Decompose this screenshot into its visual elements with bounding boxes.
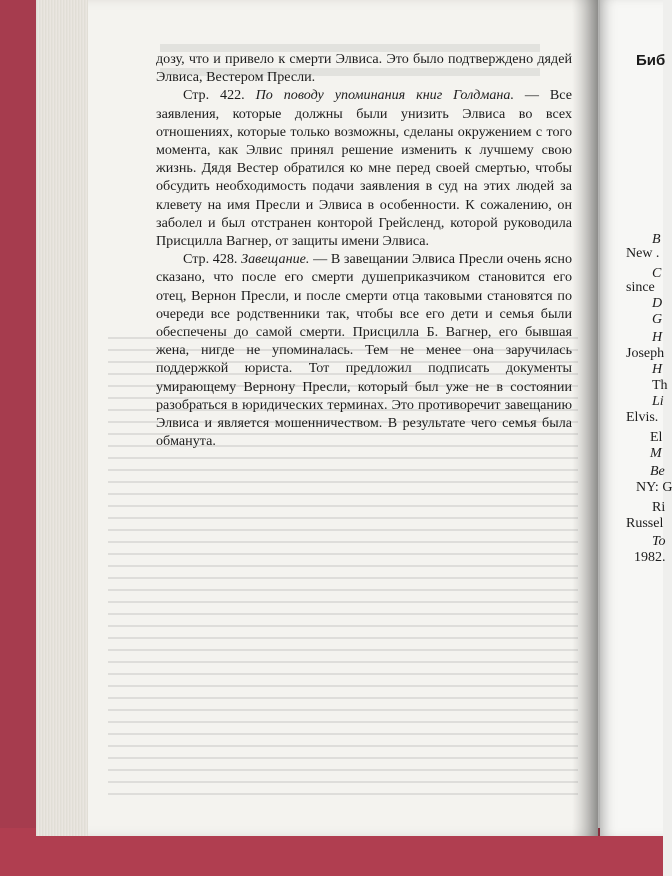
bibliography-fragment: Russel bbox=[626, 516, 664, 531]
bibliography-fragment: B bbox=[652, 232, 661, 247]
bibliography-fragment: Joseph bbox=[626, 346, 665, 361]
paragraph-1-text: дозу, что и привело к смерти Элвиса. Это было подтверждено дядей Элвиса, Вестером Пресли. bbox=[156, 51, 572, 86]
bibliography-fragment: To bbox=[652, 534, 666, 549]
bibliography-fragment: M bbox=[650, 446, 662, 461]
paragraph-3-heading: Завещание. bbox=[241, 251, 310, 268]
bibliography-fragment: Th bbox=[652, 378, 668, 393]
paragraph-3-text: — В завещании Элвиса Пресли очень ясно сказано, что после его смерти душеприказчиком становится его отец, Вернон Пресли, и после смерти отца таковыми становятся по очереди все родственники так, чтобы все его дети и семья были обеспечены до самой смерти. Присцилла Б. Вагнер, его бывшая жена, нигде не упоминалась. Тем не менее она заручилась поддержкой юриста. Тот предложил подписать документы умирающему Вернону Пресли, который был уже не в состоянии разобраться в юридических терминах. Это противоречит завещанию Элвиса и является мошенничеством. В результате чего семья была обманута. bbox=[156, 251, 573, 450]
paragraph-2-heading: По поводу упоминания книг Голдмана. bbox=[255, 87, 514, 104]
bibliography-fragment: H bbox=[652, 362, 663, 377]
bibliography-fragment: NY: G bbox=[636, 480, 672, 495]
bibliography-fragment: Elvis. bbox=[626, 410, 659, 425]
bibliography-fragment: H bbox=[652, 330, 663, 345]
bibliography-fragment: C bbox=[652, 266, 662, 281]
bibliography-fragment: 1982. bbox=[634, 550, 666, 565]
paragraph-2-text: — Все заявления, которые должны были унизить Элвиса во всех отношениях, которые только возможны, сделаны окружением с того момента, как Элвис принял решение изменить к лучшему свою жизнь. Дядя Вестер обратился ко мне перед своей смертью, чтобы обсудить необходимость подачи заявления в суд на этих людей за клевету на имя Пресли и Элвиса в особенности. К сожалению, он заболел и был отстранен конторой Грейсленд, которой руководила Присцилла Вагнер, от защиты имени Элвиса. bbox=[156, 87, 572, 250]
paragraph-2 bbox=[156, 86, 572, 250]
bibliography-fragment: El bbox=[650, 430, 663, 445]
paragraph-3-page-ref: Стр. 428. bbox=[183, 251, 242, 268]
paragraph-3 bbox=[156, 250, 572, 450]
book-cover-edge bbox=[0, 0, 40, 876]
right-page-title: Биб bbox=[636, 52, 666, 69]
bibliography-fragment: Ri bbox=[652, 500, 666, 515]
page-stack-edge bbox=[36, 0, 90, 836]
bibliography-fragment: Li bbox=[652, 394, 664, 409]
bibliography-fragment: New . bbox=[626, 246, 660, 261]
bibliography-fragment: G bbox=[652, 312, 663, 327]
bibliography-fragment: Be bbox=[650, 464, 665, 479]
paragraph-2-page-ref: Стр. 422. bbox=[183, 87, 256, 104]
gutter-shadow bbox=[572, 0, 602, 836]
bibliography-fragment: since bbox=[626, 280, 655, 295]
bibliography-fragment: D bbox=[652, 296, 663, 311]
paragraph-1 bbox=[156, 50, 572, 86]
left-page-text bbox=[156, 50, 572, 450]
